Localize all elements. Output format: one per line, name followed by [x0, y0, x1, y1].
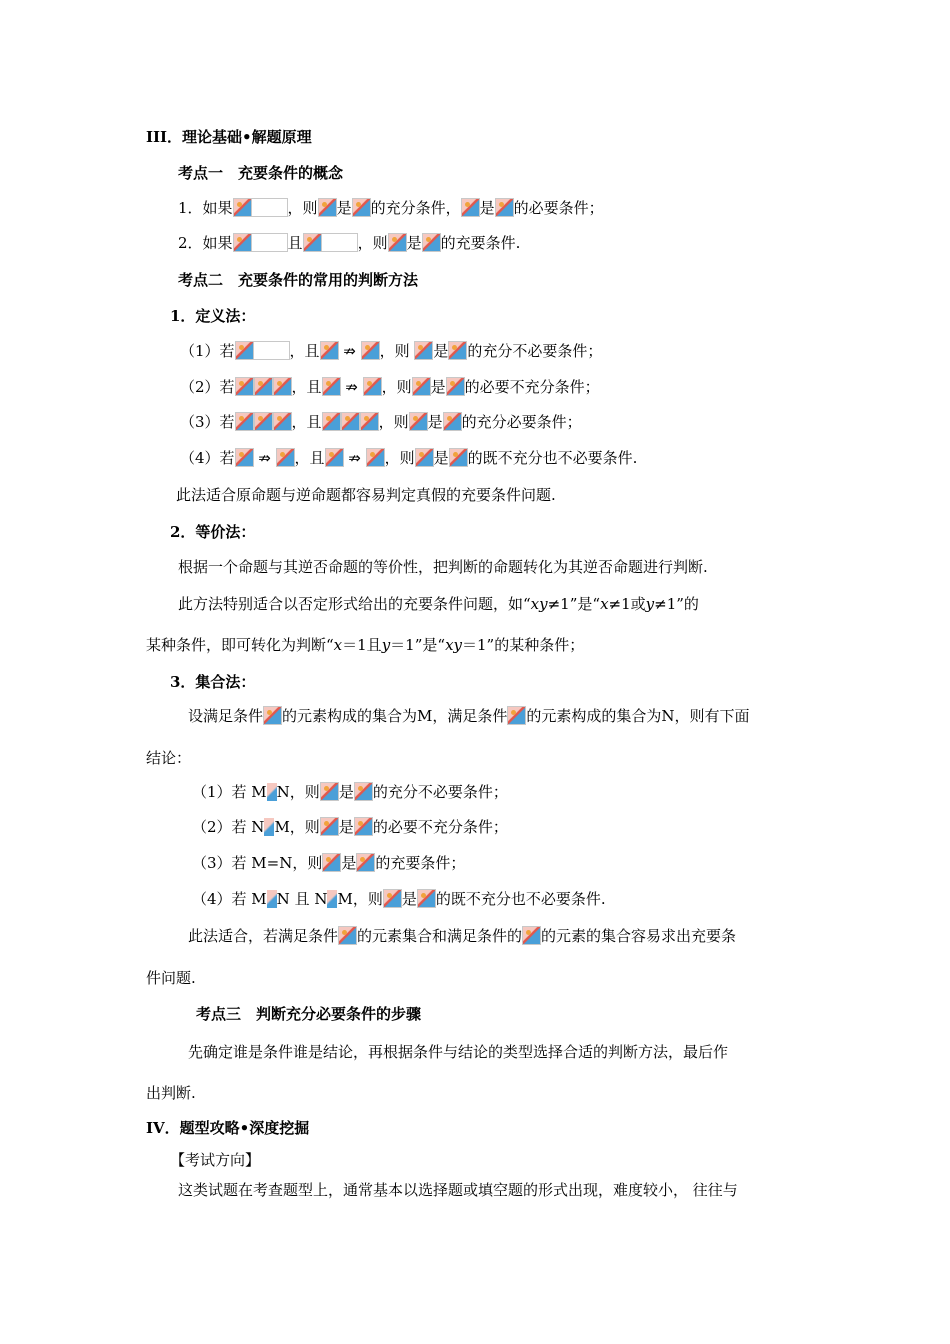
subset-symbol-icon	[267, 890, 277, 908]
method-2-para-1: 根据一个命题与其逆否命题的等价性，把判断的命题转化为其逆否命题进行判断.	[178, 558, 708, 576]
formula-image-box	[252, 233, 288, 252]
formula-image-icon	[273, 412, 292, 431]
formula-image-icon	[322, 412, 341, 431]
formula-image-icon	[388, 233, 407, 252]
formula-image-icon	[235, 377, 254, 396]
kp3-para-b: 出判断.	[146, 1084, 196, 1102]
formula-image-icon	[354, 782, 373, 801]
formula-image-icon	[443, 412, 462, 431]
not-implies-icon: ⇏	[348, 449, 361, 467]
method-2-para-2a: 此方法特别适合以否定形式给出的充要条件问题，如“xy≠1”是“x≠1或y≠1”的	[178, 595, 699, 613]
method-1-case-1: （1）若 ，且 ⇏ ，则 是 的充分不必要条件；	[180, 342, 603, 360]
method-1-note: 此法适合原命题与逆命题都容易判定真假的充要条件问题.	[176, 486, 556, 504]
method-3-case-2: （2）若 N M，则 是 的必要不充分条件；	[192, 818, 508, 836]
formula-image-box	[254, 341, 290, 360]
formula-image-icon	[422, 233, 441, 252]
formula-image-icon	[233, 233, 252, 252]
formula-image-icon	[414, 341, 433, 360]
formula-image-icon	[363, 377, 382, 396]
exam-direction-title: 【考试方向】	[170, 1151, 261, 1169]
formula-image-icon	[341, 412, 360, 431]
method-3-note-a: 此法适合，若满足条件 的元素集合和满足条件的 的元素的集合容易求出充要条	[188, 927, 737, 945]
subset-symbol-icon	[264, 818, 274, 836]
method-3-para-1b: 结论：	[146, 749, 192, 767]
kp3-para-a: 先确定谁是条件谁是结论，再根据条件与结论的类型选择合适的判断方法，最后作	[188, 1043, 729, 1061]
formula-image-icon	[495, 198, 514, 217]
method-3-note-b: 件问题.	[146, 969, 196, 987]
formula-image-icon	[263, 706, 282, 725]
formula-image-icon	[360, 412, 379, 431]
formula-image-icon	[276, 448, 295, 467]
subset-symbol-icon	[267, 783, 277, 801]
not-implies-icon: ⇏	[258, 449, 271, 467]
formula-image-icon	[235, 448, 254, 467]
formula-image-icon	[273, 377, 292, 396]
method-3-case-3: （3）若 M=N，则 是 的充要条件；	[192, 854, 466, 872]
formula-image-icon	[354, 817, 373, 836]
formula-image-icon	[320, 817, 339, 836]
formula-image-icon	[320, 341, 339, 360]
method-3-case-4: （4）若 M N 且 N M，则 是 的既不充分也不必要条件.	[192, 890, 606, 908]
method-1-case-3: （3）若 ，且 ，则 是 的充分必要条件；	[180, 413, 582, 431]
formula-image-icon	[325, 448, 344, 467]
formula-image-icon	[461, 198, 480, 217]
method-1-case-2: （2）若 ，且 ⇏ ，则 是 的必要不充分条件；	[180, 378, 600, 396]
formula-image-icon	[522, 926, 541, 945]
formula-image-icon	[361, 341, 380, 360]
method-2-para-2b: 某种条件，即可转化为判断“x＝1且y＝1”是“xy＝1”的某种条件；	[146, 636, 585, 654]
section-heading-3: III．理论基础•解题原理	[146, 128, 312, 146]
formula-image-icon	[417, 889, 436, 908]
formula-image-icon	[409, 412, 428, 431]
formula-image-icon	[383, 889, 402, 908]
method-3-case-1: （1）若 M N，则 是 的充分不必要条件；	[192, 783, 508, 801]
formula-image-icon	[322, 377, 341, 396]
subset-symbol-icon	[327, 890, 337, 908]
keypoint-1-title: 考点一 充要条件的概念	[178, 164, 344, 182]
method-1-case-4: （4）若 ⇏ ，且 ⇏ ，则 是 的既不充分也不必要条件.	[180, 449, 638, 467]
not-implies-icon: ⇏	[343, 342, 356, 360]
kp1-line-2: 2．如果 且 ，则 是 的充要条件.	[178, 234, 521, 252]
not-implies-icon: ⇏	[345, 378, 358, 396]
formula-image-icon	[235, 341, 254, 360]
formula-image-icon	[338, 926, 357, 945]
formula-image-box	[252, 198, 288, 217]
formula-image-icon	[507, 706, 526, 725]
formula-image-icon	[303, 233, 322, 252]
formula-image-icon	[254, 377, 273, 396]
formula-image-icon	[318, 198, 337, 217]
kp1-line-1: 1．如果 ，则 是 的充分条件， 是 的必要条件；	[178, 199, 604, 217]
formula-image-icon	[449, 448, 468, 467]
formula-image-icon	[235, 412, 254, 431]
section-heading-4: IV．题型攻略•深度挖掘	[146, 1119, 310, 1137]
keypoint-2-title: 考点二 充要条件的常用的判断方法	[178, 271, 419, 289]
method-2-title: 2．等价法：	[170, 523, 256, 541]
formula-image-icon	[448, 341, 467, 360]
formula-image-icon	[254, 412, 273, 431]
keypoint-3-title: 考点三 判断充分必要条件的步骤	[196, 1005, 422, 1023]
method-3-para-1a: 设满足条件 的元素构成的集合为M，满足条件 的元素构成的集合为N，则有下面	[188, 707, 750, 725]
formula-image-box	[322, 233, 358, 252]
method-3-title: 3．集合法：	[170, 673, 256, 691]
method-1-title: 1．定义法：	[170, 307, 256, 325]
formula-image-icon	[322, 853, 341, 872]
formula-image-icon	[352, 198, 371, 217]
formula-image-icon	[412, 377, 431, 396]
formula-image-icon	[356, 853, 375, 872]
formula-image-icon	[446, 377, 465, 396]
formula-image-icon	[415, 448, 434, 467]
formula-image-icon	[320, 782, 339, 801]
exam-direction-para: 这类试题在考查题型上，通常基本以选择题或填空题的形式出现，难度较小， 往往与	[178, 1181, 738, 1199]
formula-image-icon	[233, 198, 252, 217]
formula-image-icon	[366, 448, 385, 467]
